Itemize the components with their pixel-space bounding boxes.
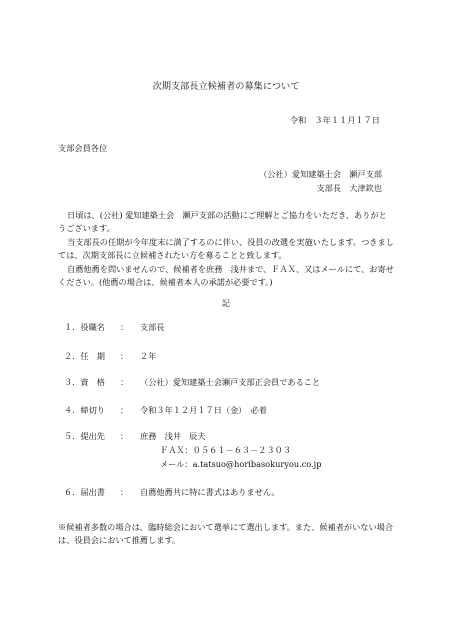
item-label-2: ２．任 期: [64, 351, 105, 361]
document-date: 令和 ３年１１月１７日: [289, 115, 380, 125]
contact-email: メール：a.tatsuo@horibasokuryou.co.jp: [160, 459, 322, 469]
item-colon-3: ：: [120, 377, 129, 387]
document-title: 次期支部長立候補者の募集について: [152, 81, 300, 92]
body-paragraph-1: 日頃は、(公社) 愛知建築士会 瀬戸支部の活動にご理解とご協力をいただき、ありがとうございます。: [58, 210, 387, 234]
item-colon-6: ：: [120, 487, 129, 497]
contact-fax: ＦＡＸ：０５６１－６３－２３０３: [160, 445, 292, 455]
item-colon-1: ：: [120, 322, 129, 332]
item-label-4: ４．締切り: [64, 405, 105, 415]
addressee: 支部会員各位: [58, 143, 108, 153]
item-label-5: ５．提出先: [64, 431, 105, 441]
item-label-6: ６．届出書: [64, 487, 105, 497]
sender-organization: （公社）愛知建築士会 瀬戸支部: [259, 169, 382, 179]
body-paragraph-3: 自薦他薦を問いませんので、候補者を庶務 浅井まで、ＦＡＸ、又はメールにて、お寄せください。(他薦の場合は、候補者本人の承諾が必要です。): [58, 264, 394, 288]
item-colon-4: ：: [120, 405, 129, 415]
item-colon-2: ：: [120, 351, 129, 361]
ki-heading: 記: [221, 298, 231, 308]
item-value-3: （公社）愛知建築士会瀬戸支部正会員であること: [140, 377, 321, 387]
item-value-2: ２年: [140, 351, 157, 361]
item-label-3: ３．資 格: [64, 377, 105, 387]
item-value-4: 令和３年１２月１７日（金） 必着: [140, 405, 267, 415]
footnote: ※候補者多数の場合は、臨時総会において選挙にて選出します。また、候補者がいない場合は、役員会において推薦します。: [58, 522, 394, 546]
item-value-5: 庶務 浅井 辰夫: [140, 431, 206, 441]
body-paragraph-2: 当支部長の任期が今年度末に満了するのに伴い、役員の改選を実施いたします。つきましては、次期支部長に立候補されたい方を募ることと致します。: [58, 237, 394, 261]
item-label-1: １．役職名: [64, 322, 105, 332]
item-colon-5: ：: [120, 431, 129, 441]
item-value-1: 支部長: [140, 322, 165, 332]
item-value-6: 自薦他薦共に特に書式はありません。: [140, 487, 280, 497]
sender-name: 支部長 大津欽也: [316, 183, 382, 193]
